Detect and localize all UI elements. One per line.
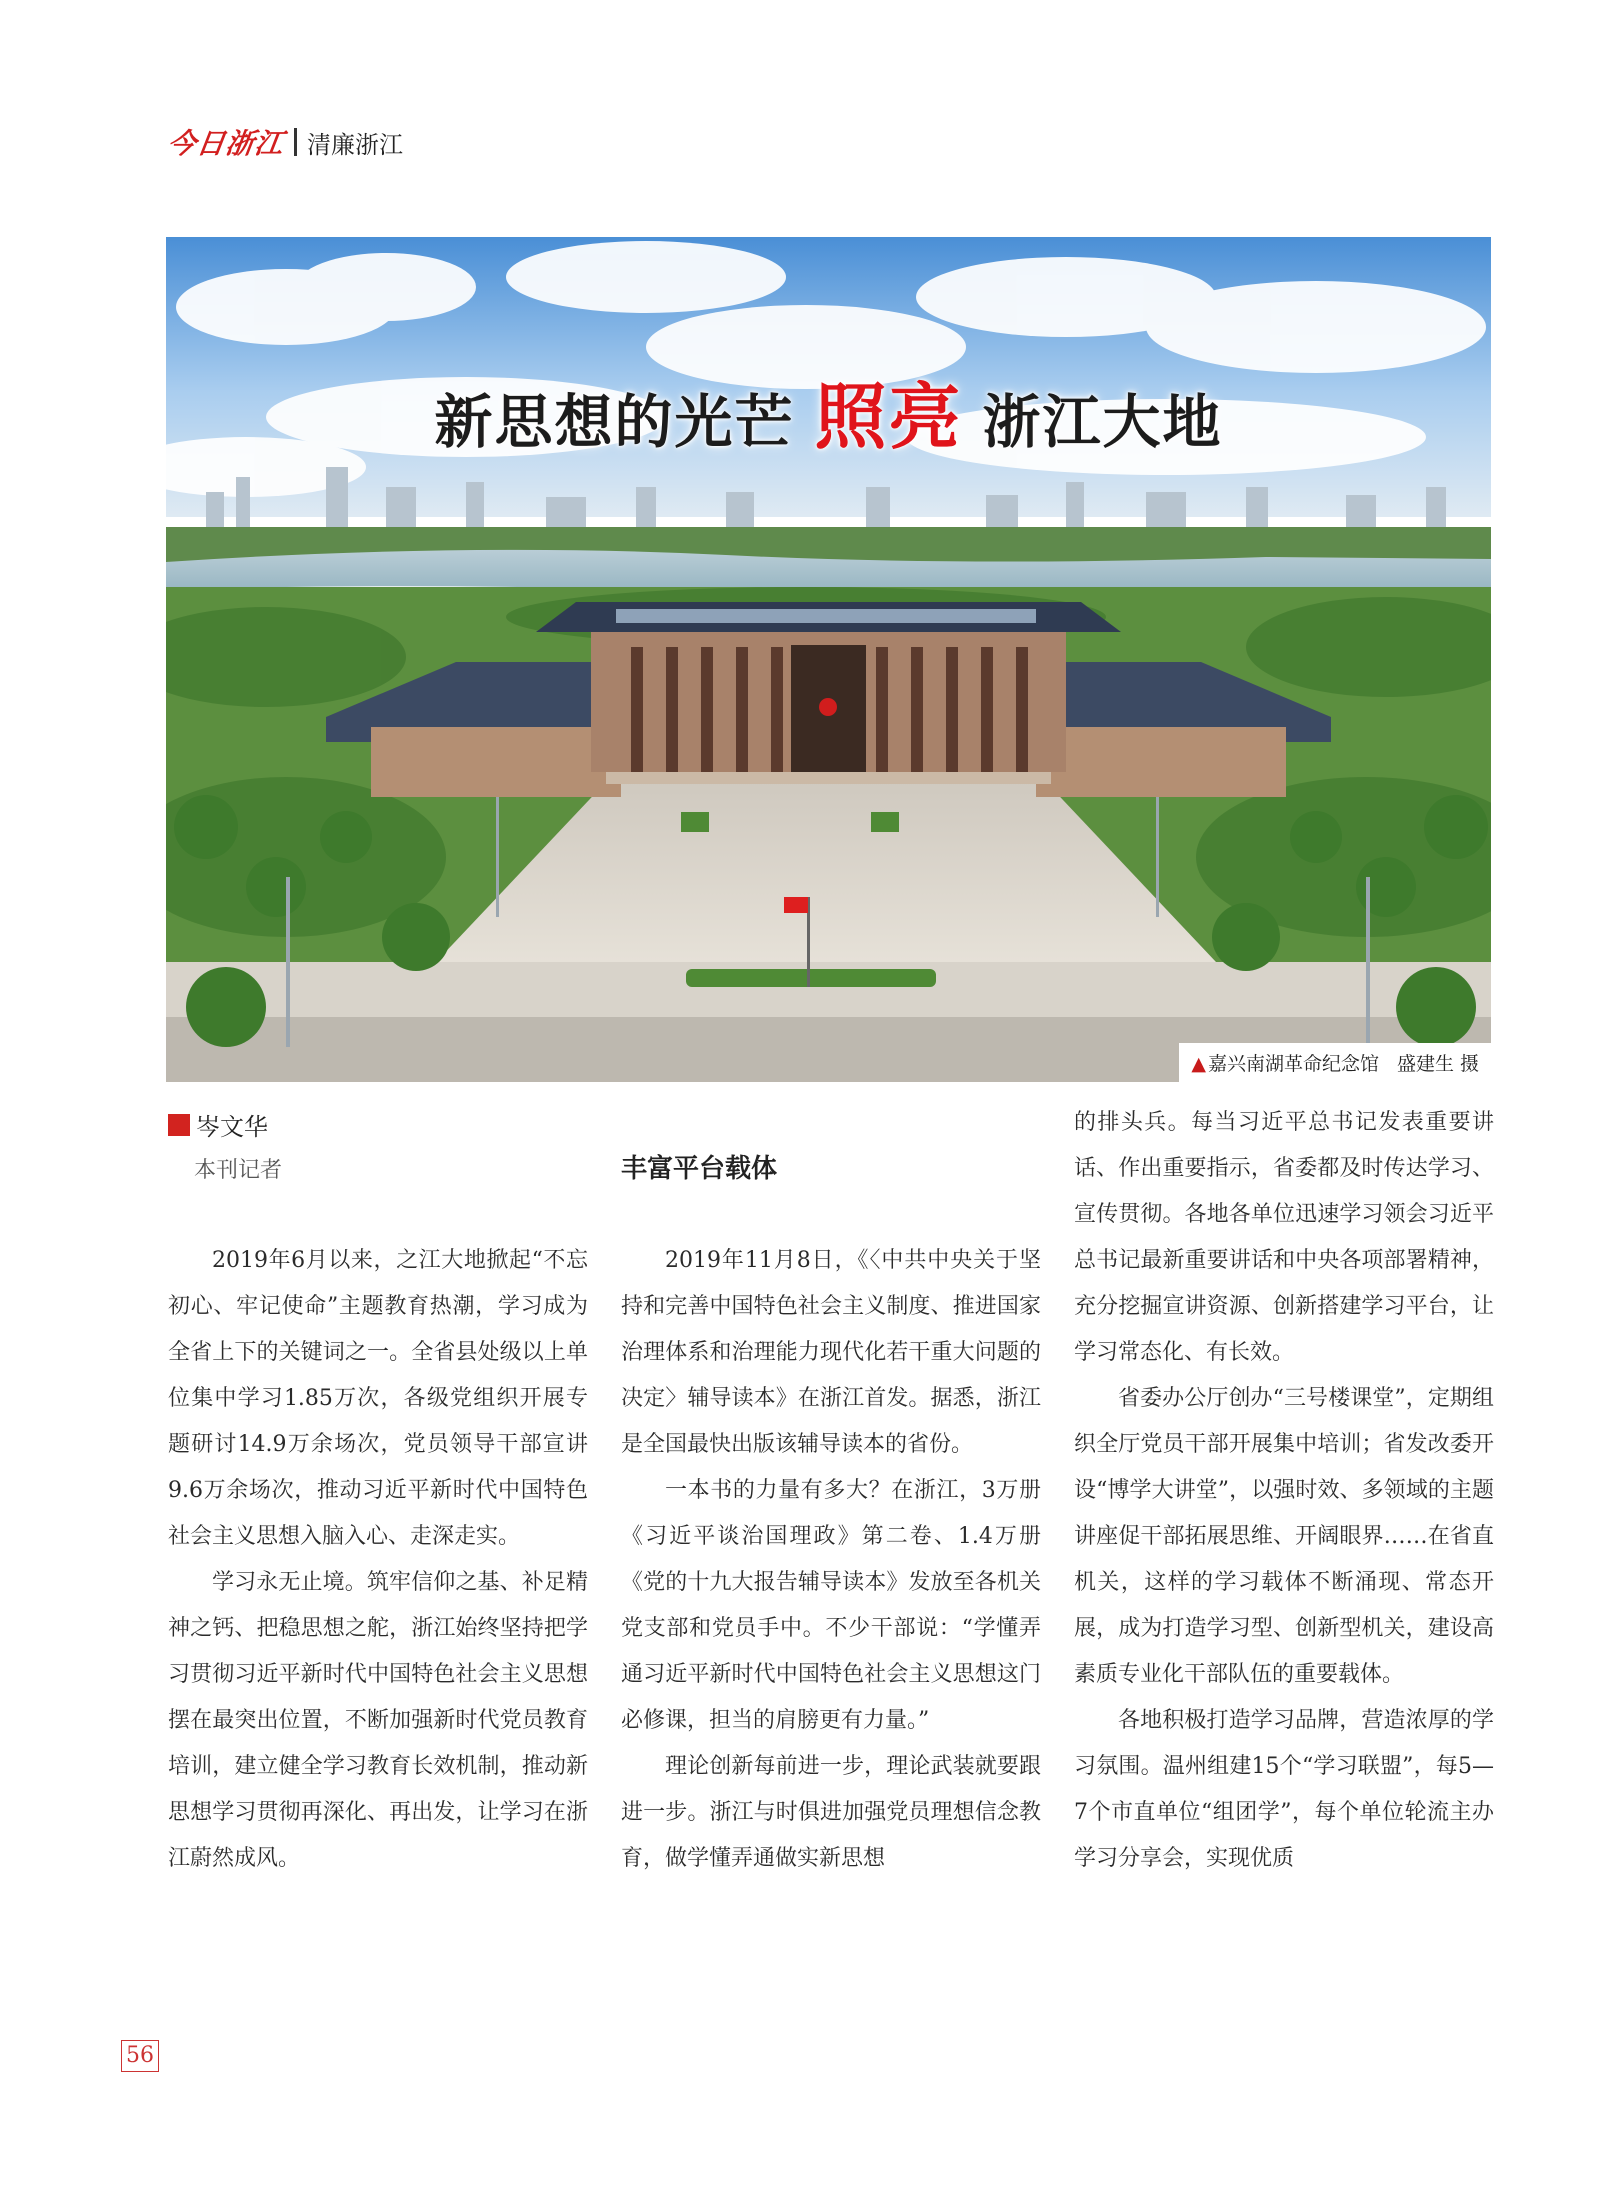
paragraph: 一本书的力量有多大？在浙江，3万册《习近平谈治国理政》第二卷、1.4万册《党的十九大报告辅导读本》发放至各机关党支部和党员手中。不少干部说：“学懂弄通习近平新时代中国特色社会主义思想这门必修课，担当的肩膀更有力量。” xyxy=(621,1478,1041,1733)
caption-credit: 盛建生 摄 xyxy=(1396,1053,1479,1075)
paragraph: 各地积极打造学习品牌，营造浓厚的学习氛围。温州组建15个“学习联盟”，每5—7个市直单位“组团学”，每个单位轮流主办学习分享会，实现优质 xyxy=(1074,1708,1494,1871)
square-bullet-icon xyxy=(168,1114,190,1136)
headline-part-2: 浙江大地 xyxy=(982,388,1223,456)
page-header xyxy=(165,124,404,160)
author-name: 岑文华 xyxy=(196,1113,268,1141)
headline-part-1: 新思想的光芒 xyxy=(434,388,795,456)
headline xyxy=(166,359,1491,463)
author-role: 本刊记者 xyxy=(194,1158,283,1183)
paragraph: 的排头兵。每当习近平总书记发表重要讲话、作出重要指示，省委都及时传达学习、宣传贯彻。各地各单位迅速学习领会习近平总书记最新重要讲话和中央各项部署精神，充分挖掘宣讲资源、创新搭建学习平台，让学习常态化、有长效。 xyxy=(1074,1110,1494,1365)
header-divider xyxy=(294,128,297,156)
text-column-1 xyxy=(168,1238,588,1882)
caption-place: 嘉兴南湖革命纪念馆 xyxy=(1207,1053,1379,1075)
page-number: 56 xyxy=(121,2040,159,2072)
paragraph: 理论创新每前进一步，理论武装就要跟进一步。浙江与时俱进加强党员理想信念教育，做学懂弄通做实新思想 xyxy=(621,1754,1041,1871)
paragraph: 2019年11月8日，《〈中共中央关于坚持和完善中国特色社会主义制度、推进国家治理体系和治理能力现代化若干重大问题的决定〉辅导读本》在浙江首发。据悉，浙江是全国最快出版该辅导读本的省份。 xyxy=(621,1248,1041,1457)
author-byline xyxy=(168,1107,268,1142)
text-column-2 xyxy=(621,1238,1041,1882)
text-column-3 xyxy=(1074,1100,1494,1882)
section-name: 清廉浙江 xyxy=(307,130,404,159)
photo-caption xyxy=(1179,1043,1491,1082)
hero-photo xyxy=(166,237,1491,1082)
magazine-logo: 今日浙江 xyxy=(165,127,287,160)
paragraph: 省委办公厅创办“三号楼课堂”，定期组织全厅党员干部开展集中培训；省发改委开设“博学大讲堂”，以强时效、多领域的主题讲座促干部拓展思维、开阔眼界……在省直机关，这样的学习载体不断涌现、常态开展，成为打造学习型、创新型机关，建设高素质专业化干部队伍的重要载体。 xyxy=(1074,1386,1494,1687)
section-subheading: 丰富平台载体 xyxy=(621,1154,778,1184)
triangle-marker-icon: ▲ xyxy=(1191,1053,1206,1075)
headline-highlight: 照亮 xyxy=(814,375,963,459)
paragraph: 学习永无止境。筑牢信仰之基、补足精神之钙、把稳思想之舵，浙江始终坚持把学习贯彻习近平新时代中国特色社会主义思想摆在最突出位置，不断加强新时代党员教育培训，建立健全学习教育长效机制，推动新思想学习贯彻再深化、再出发，让学习在浙江蔚然成风。 xyxy=(168,1570,588,1871)
paragraph: 2019年6月以来，之江大地掀起“不忘初心、牢记使命”主题教育热潮，学习成为全省上下的关键词之一。全省县处级以上单位集中学习1.85万次，各级党组织开展专题研讨14.9万余场次，党员领导干部宣讲9.6万余场次，推动习近平新时代中国特色社会主义思想入脑入心、走深走实。 xyxy=(168,1248,588,1549)
